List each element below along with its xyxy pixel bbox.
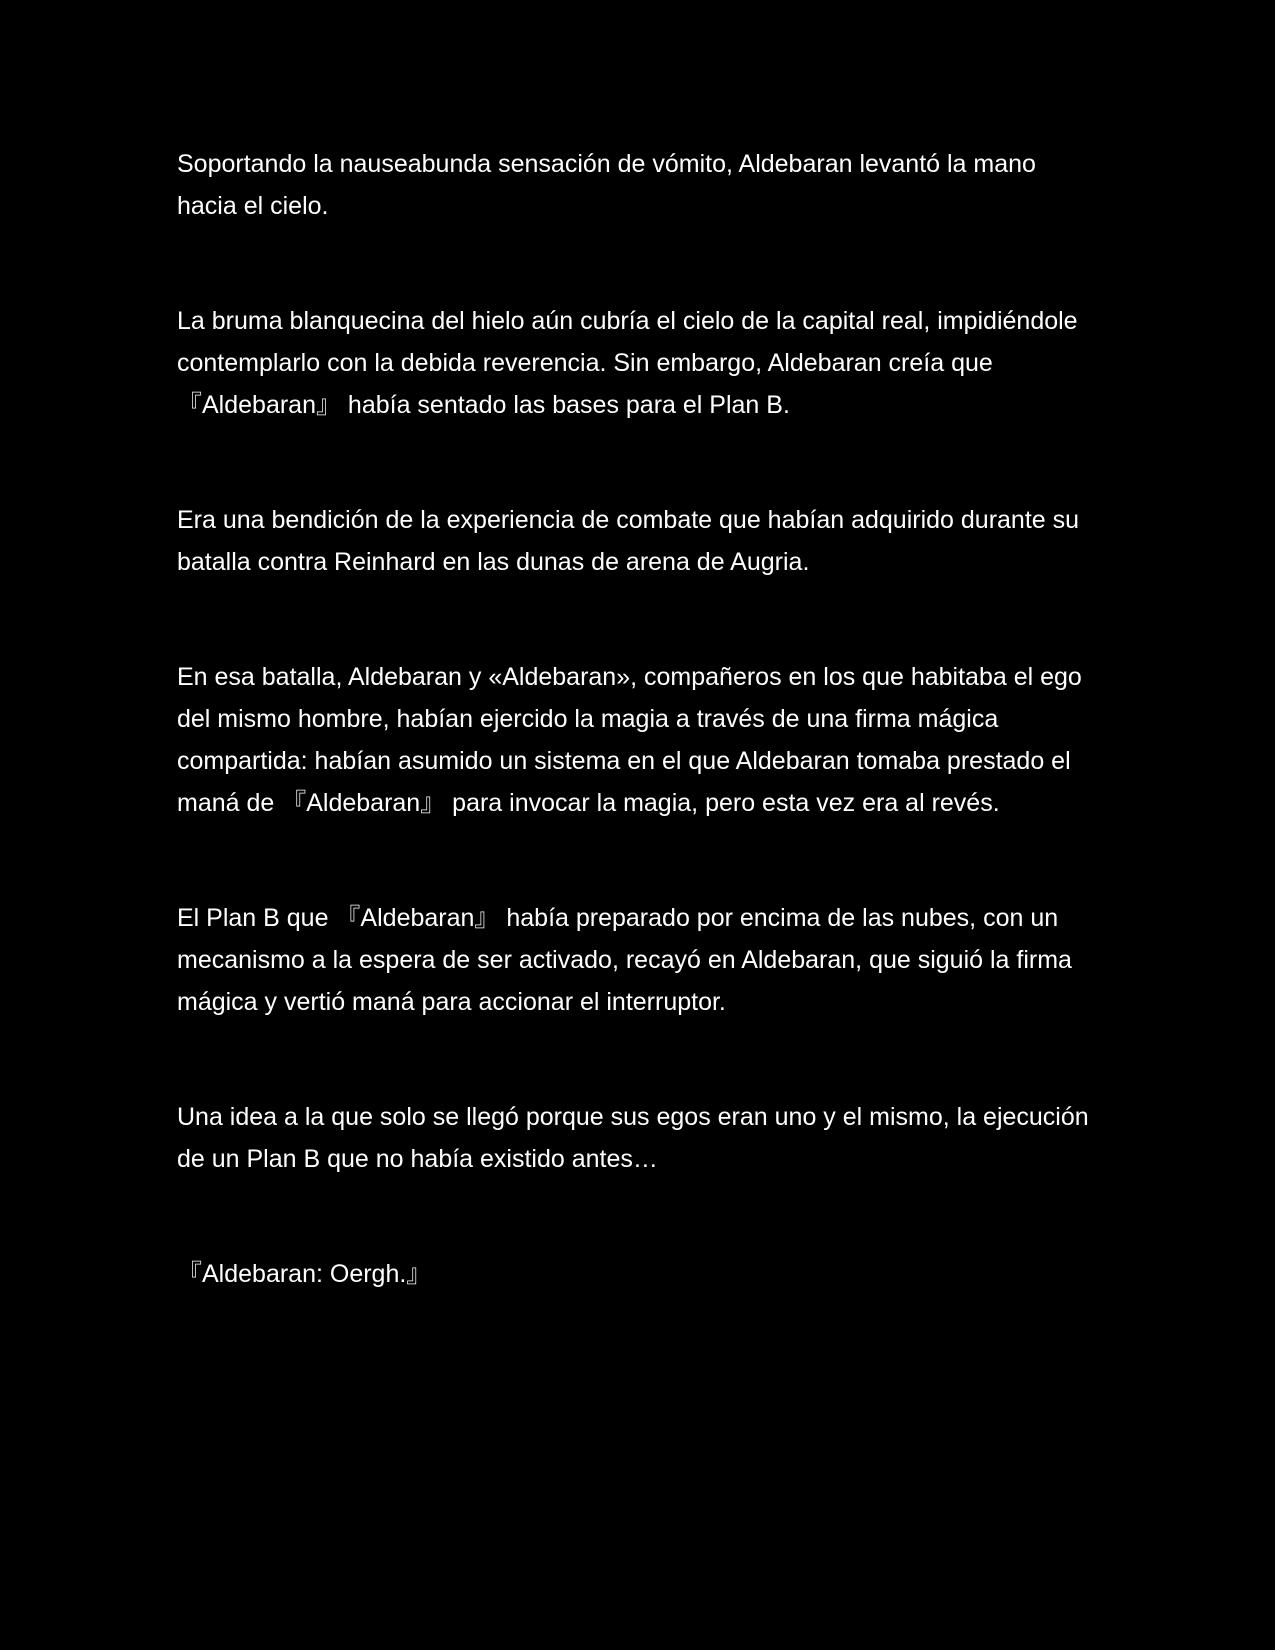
paragraph-3: Era una bendición de la experiencia de combate que habían adquirido durante su batalla contra Reinhard en las dunas de arena de Augria. [177,506,1080,576]
paragraph-4: En esa batalla, Aldebaran y «Aldebaran», compañeros en los que habitaba el ego del mismo hombre, habían ejercido la magia a través de una firma mágica compartida: habían asumido un sistema en el que Aldebaran tomaba prestado el maná de 『Aldebaran』 para invocar la magia, pero esta vez era al revés. [177,663,1082,817]
paragraph-7: 『Aldebaran: Oergh.』 [177,1260,432,1288]
document-body [177,143,1102,1368]
paragraph-6: Una idea a la que solo se llegó porque sus egos eran uno y el mismo, la ejecución de un Plan B que no había existido antes… [177,1103,1089,1173]
paragraph-1: Soportando la nauseabunda sensación de vómito, Aldebaran levantó la mano hacia el cielo. [177,150,1036,220]
paragraph-5: El Plan B que 『Aldebaran』 había preparado por encima de las nubes, con un mecanismo a la espera de ser activado, recayó en Aldebaran, que siguió la firma mágica y vertió maná para accionar el interruptor. [177,904,1072,1016]
paragraph-2: La bruma blanquecina del hielo aún cubría el cielo de la capital real, impidiéndole contemplarlo con la debida reverencia. Sin embargo, Aldebaran creía que 『Aldebaran』 había sentado las bases para el Plan B. [177,307,1078,419]
